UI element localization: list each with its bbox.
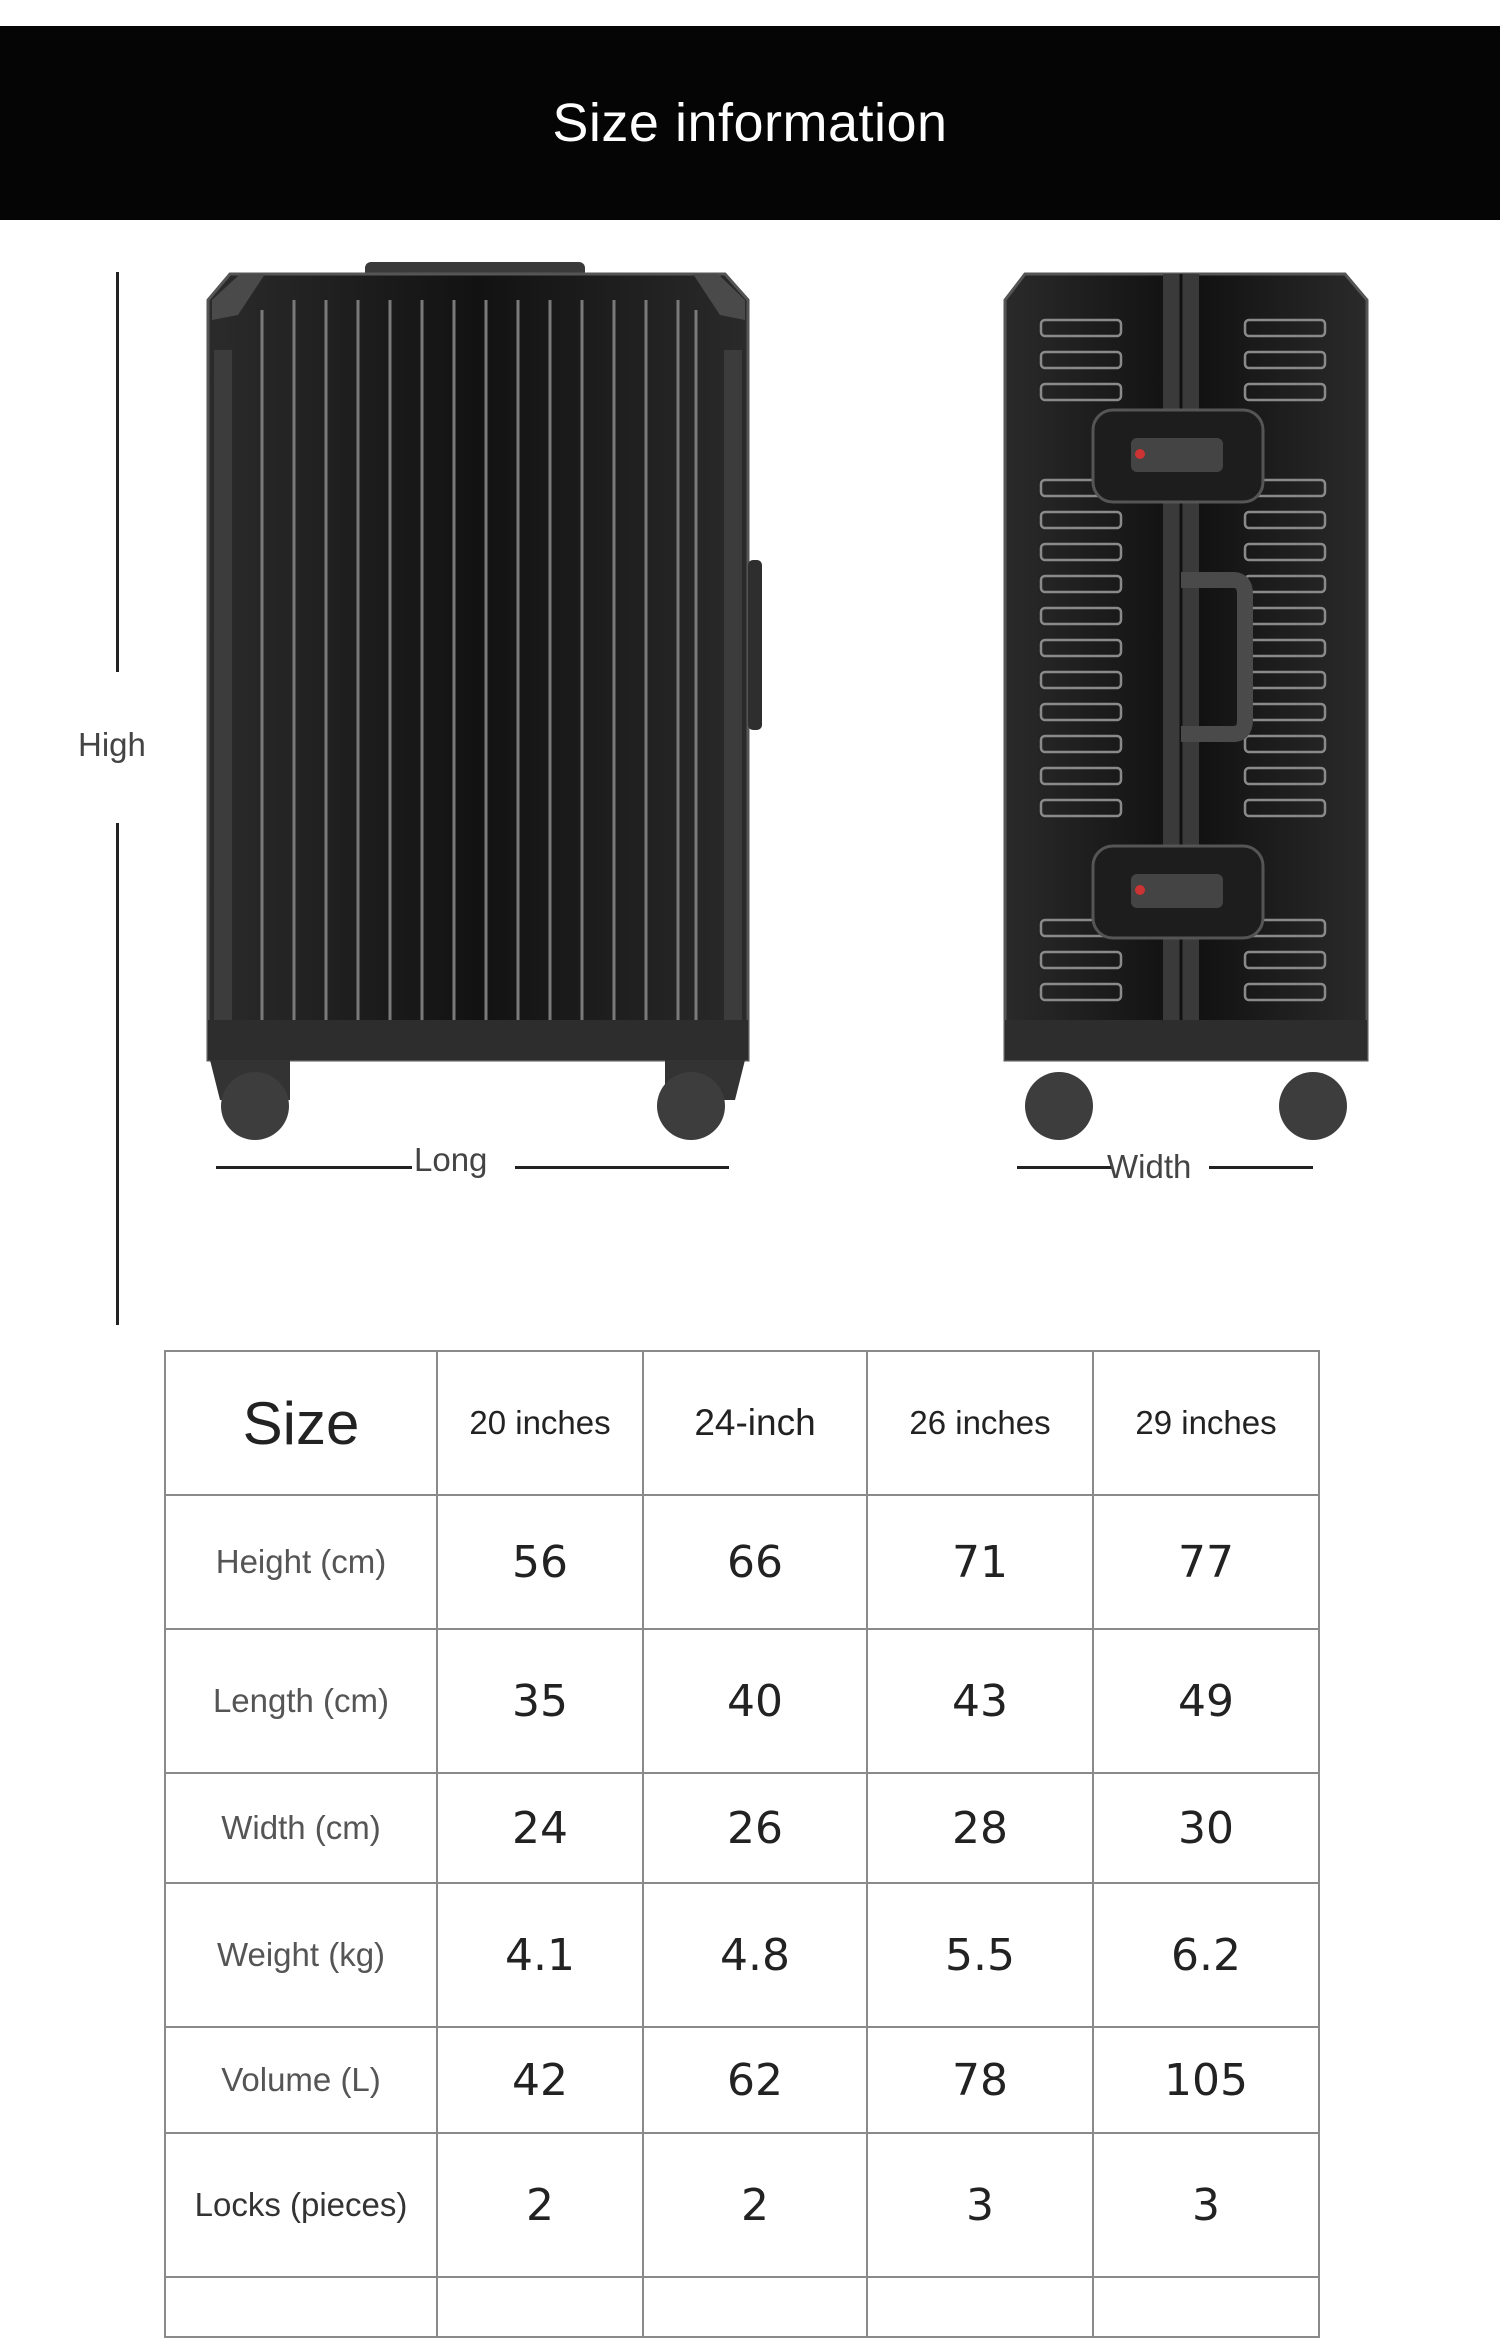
table-cell: 56 bbox=[437, 1495, 643, 1629]
table-row-label: Height (cm) bbox=[165, 1495, 437, 1629]
table-header-row bbox=[165, 1351, 1319, 1495]
table-row bbox=[165, 1495, 1319, 1629]
table-cell: 4.8 bbox=[643, 1883, 867, 2027]
height-dimension-line-top bbox=[116, 272, 119, 672]
table-cell: 62 bbox=[643, 2027, 867, 2133]
dimension-label-long: Long bbox=[414, 1141, 488, 1178]
table-cell: 42 bbox=[437, 2027, 643, 2133]
page-title: Size information bbox=[552, 93, 948, 153]
size-table bbox=[164, 1350, 1320, 2338]
table-row bbox=[165, 2027, 1319, 2133]
table-cell: 71 bbox=[867, 1495, 1093, 1629]
table-cell: 6.2 bbox=[1093, 1883, 1319, 2027]
table-row-label: Width (cm) bbox=[165, 1773, 437, 1883]
table-column-header: 20 inches bbox=[437, 1351, 643, 1495]
table-cell: 30 bbox=[1093, 1773, 1319, 1883]
table-cell: 28 bbox=[867, 1773, 1093, 1883]
length-dimension-line-left bbox=[216, 1166, 412, 1169]
table-cell: 4.1 bbox=[437, 1883, 643, 2027]
table-cell: 2 bbox=[643, 2133, 867, 2277]
table-column-header: 24-inch bbox=[643, 1351, 867, 1495]
table-column-header: 26 inches bbox=[867, 1351, 1093, 1495]
table-row bbox=[165, 2133, 1319, 2277]
length-dimension-line-right bbox=[515, 1166, 729, 1169]
suitcase-front-view-image bbox=[190, 260, 770, 1140]
width-dimension-line-left bbox=[1017, 1166, 1113, 1169]
table-cell: 24 bbox=[437, 1773, 643, 1883]
table-cell: 77 bbox=[1093, 1495, 1319, 1629]
table-corner-cell: Size bbox=[165, 1351, 437, 1495]
table-cell: 35 bbox=[437, 1629, 643, 1773]
table-cell bbox=[867, 2277, 1093, 2337]
table-row-label: Locks (pieces) bbox=[165, 2133, 437, 2277]
dimension-label-width: Width bbox=[1107, 1148, 1192, 1185]
height-dimension-line-bottom bbox=[116, 823, 119, 1325]
table-cell: 26 bbox=[643, 1773, 867, 1883]
dimension-label-high: High bbox=[78, 726, 146, 763]
table-cell: 49 bbox=[1093, 1629, 1319, 1773]
table-row-cropped bbox=[165, 2277, 1319, 2337]
table-row-label: Volume (L) bbox=[165, 2027, 437, 2133]
table-row bbox=[165, 1773, 1319, 1883]
table-cell: 3 bbox=[1093, 2133, 1319, 2277]
table-cell: 5.5 bbox=[867, 1883, 1093, 2027]
table-cell bbox=[643, 2277, 867, 2337]
table-cell bbox=[437, 2277, 643, 2337]
table-row bbox=[165, 1883, 1319, 2027]
table-cell bbox=[165, 2277, 437, 2337]
table-cell: 43 bbox=[867, 1629, 1093, 1773]
width-dimension-line-right bbox=[1209, 1166, 1313, 1169]
table-cell: 78 bbox=[867, 2027, 1093, 2133]
table-row-label: Length (cm) bbox=[165, 1629, 437, 1773]
table-row bbox=[165, 1629, 1319, 1773]
table-cell: 66 bbox=[643, 1495, 867, 1629]
table-column-header: 29 inches bbox=[1093, 1351, 1319, 1495]
table-row-label: Weight (kg) bbox=[165, 1883, 437, 2027]
header-banner bbox=[0, 26, 1500, 220]
table-cell: 105 bbox=[1093, 2027, 1319, 2133]
table-cell: 3 bbox=[867, 2133, 1093, 2277]
product-dimension-figure bbox=[0, 220, 1500, 1240]
table-cell: 40 bbox=[643, 1629, 867, 1773]
suitcase-side-view-image bbox=[995, 260, 1375, 1140]
table-cell bbox=[1093, 2277, 1319, 2337]
table-cell: 2 bbox=[437, 2133, 643, 2277]
